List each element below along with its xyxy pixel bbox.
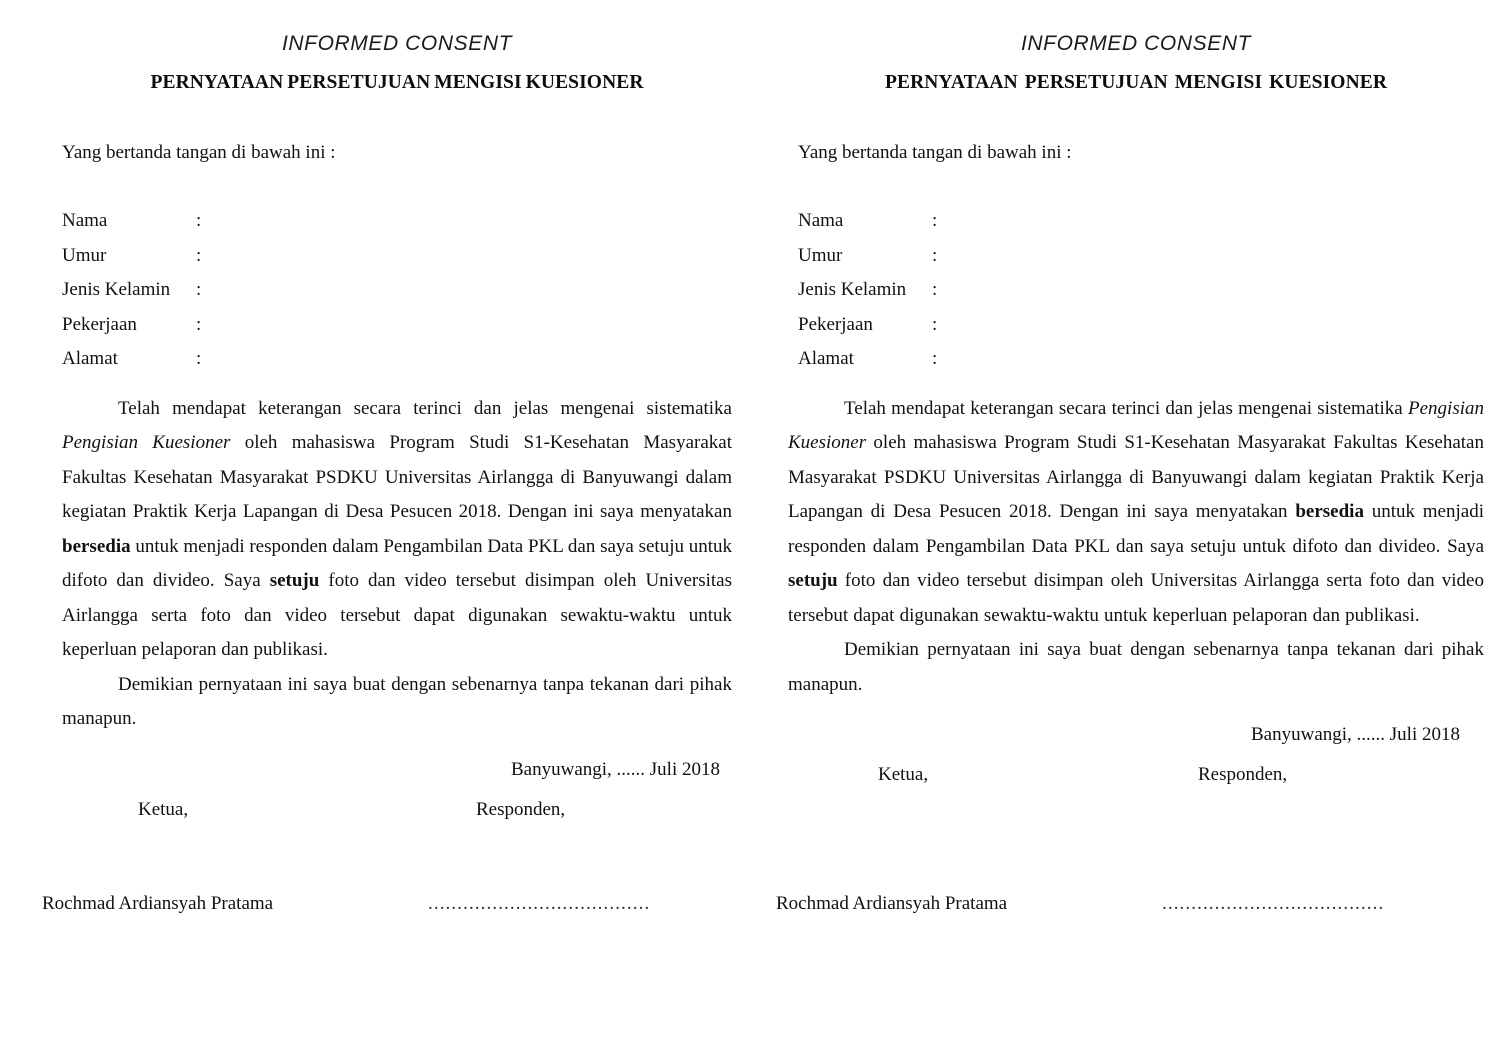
signature-label-ketua: Ketua, [138,798,189,820]
field-label-jenis-kelamin: Jenis Kelamin [62,279,171,300]
field-row-pekerjaan [798,308,1484,343]
field-label-pekerjaan: Pekerjaan [62,313,137,335]
consent-part-3: untuk menjadi responden dalam Pengambilan Data PKL dan saya setuju untuk difoto dan divideo. Saya [62,535,732,591]
closing-paragraph: Demikian pernyataan ini saya buat dengan sebenarnya tanpa tekanan dari pihak manapun. [62,673,732,729]
date-line: Banyuwangi, ...... Juli 2018 [511,758,720,780]
signature-labels-row [62,781,732,829]
intro-text: Yang bertanda tangan di bawah ini : [798,142,1072,163]
signer-name-ketua: Rochmad Ardiansyah Pratama [42,893,274,914]
consent-part-2: oleh mahasiswa Program Studi S1-Kesehatan Masyarakat Fakultas Kesehatan Masyarakat PSDKU Universitas Airlangga di Banyuwangi dalam kegiatan Praktik Kerja Lapangan di Desa Pesucen 2018. Dengan ini saya menyatakan [788,432,1484,522]
field-colon-nama: : [932,210,938,231]
page-title: INFORMED CONSENT [1020,32,1252,55]
consent-part-4: foto dan video tersebut disimpan oleh Universitas Airlangga serta foto dan video tersebut dapat digunakan sewaktu-waktu untuk keperluan pelaporan dan publikasi. [788,570,1484,626]
signature-label-responden: Responden, [1198,764,1288,785]
field-label-pekerjaan: Pekerjaan [798,313,873,335]
field-label-nama: Nama [62,210,108,231]
field-row-jenis-kelamin [62,273,732,308]
field-colon-alamat: : [932,348,938,369]
field-label-umur: Umur [798,244,843,266]
consent-part-3: untuk menjadi responden dalam Pengambilan Data PKL dan saya setuju untuk difoto dan divideo. Saya [788,501,1484,557]
field-colon-umur: : [196,244,202,266]
identity-field-list [788,164,1484,377]
signature-bottom-row [0,893,752,927]
field-row-umur [798,239,1484,274]
signature-dotted-line-responden: ...................................... [428,893,651,914]
signer-name-ketua: Rochmad Ardiansyah Pratama [776,893,1008,914]
consent-emphasis-pengisian-kuesioner: Pengisian Kuesioner [62,432,231,453]
signature-bottom-row [752,893,1504,927]
consent-emphasis-bersedia: bersedia [1295,501,1364,522]
consent-part-4: foto dan video tersebut disimpan oleh Universitas Airlangga serta foto dan video tersebut dapat digunakan sewaktu-waktu untuk keperluan pelaporan dan publikasi. [62,570,732,660]
field-colon-pekerjaan: : [932,313,938,335]
field-row-nama [62,204,732,239]
field-colon-jenis-kelamin: : [932,279,938,300]
field-colon-pekerjaan: : [196,313,202,335]
consent-paragraph [788,377,1484,634]
consent-emphasis-setuju: setuju [788,570,838,591]
intro-text: Yang bertanda tangan di bawah ini : [62,142,336,163]
closing-paragraph: Demikian pernyataan ini saya buat dengan sebenarnya tanpa tekanan dari pihak manapun. [788,639,1484,695]
consent-emphasis-bersedia: bersedia [62,535,131,557]
field-label-nama: Nama [798,210,844,231]
field-colon-nama: : [196,210,202,231]
signature-labels-row [788,746,1484,794]
consent-part-2: oleh mahasiswa Program Studi S1-Kesehatan Masyarakat Fakultas Kesehatan Masyarakat PSDKU Universitas Airlangga di Banyuwangi dalam kegiatan Praktik Kerja Lapangan di Desa Pesucen 2018. Dengan ini saya menyatakan [62,432,732,522]
field-colon-jenis-kelamin: : [196,279,202,300]
consent-part-1: Telah mendapat keterangan secara terinci dan jelas mengenai sistematika [118,397,732,419]
date-line: Banyuwangi, ...... Juli 2018 [1251,724,1460,745]
signature-label-ketua: Ketua, [878,764,929,785]
field-label-umur: Umur [62,244,107,266]
field-colon-umur: : [932,244,938,266]
field-colon-alamat: : [196,348,202,369]
page-title: INFORMED CONSENT [281,32,513,55]
field-label-alamat: Alamat [798,348,854,369]
signature-dotted-line-responden: ...................................... [1162,893,1385,914]
field-row-umur [62,239,732,274]
identity-field-list [62,164,732,377]
consent-part-1: Telah mendapat keterangan secara terinci dan jelas mengenai sistematika [844,397,1408,419]
consent-paragraph [62,377,732,668]
field-label-jenis-kelamin: Jenis Kelamin [798,279,907,300]
field-row-alamat [798,342,1484,377]
consent-emphasis-pengisian-kuesioner: Pengisian Kuesioner [788,397,1484,453]
field-row-jenis-kelamin [798,273,1484,308]
page-subtitle: PERNYATAAN PERSETUJUAN MENGISI KUESIONER [150,72,644,93]
field-row-alamat [62,342,732,377]
consent-form-copy-right [752,0,1504,1048]
field-row-pekerjaan [62,308,732,343]
consent-emphasis-setuju: setuju [269,570,320,591]
signature-label-responden: Responden, [476,798,566,820]
field-label-alamat: Alamat [62,348,118,369]
field-row-nama [798,204,1484,239]
page-subtitle: PERNYATAAN PERSETUJUAN MENGISI KUESIONER [884,72,1388,93]
